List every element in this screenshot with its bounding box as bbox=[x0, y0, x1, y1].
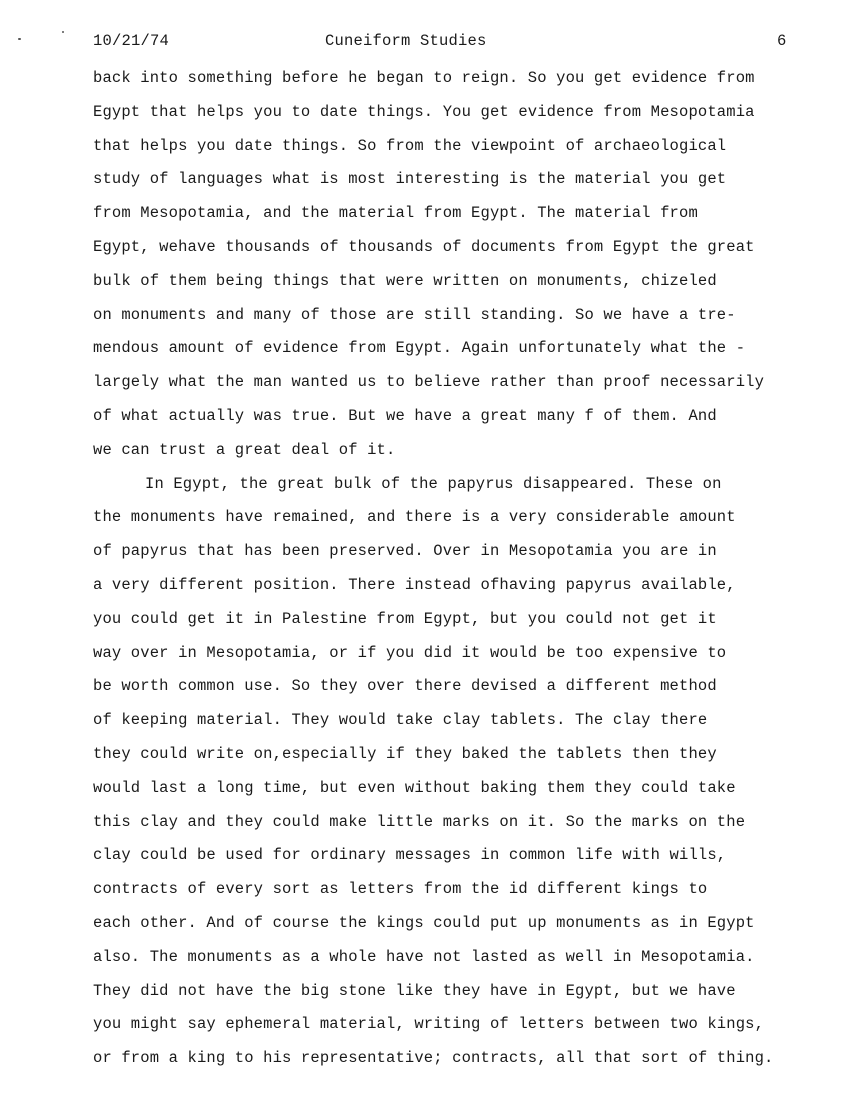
paragraph-start-line: In Egypt, the great bulk of the papyrus disappeared. These on bbox=[145, 474, 722, 493]
text-line: or from a king to his representative; contracts, all that sort of thing. bbox=[93, 1049, 774, 1068]
scan-speck bbox=[62, 31, 64, 33]
text-line: from Mesopotamia, and the material from Egypt. The material from bbox=[93, 204, 698, 223]
text-line: bulk of them being things that were written on monuments, chizeled bbox=[93, 271, 717, 290]
text-line: contracts of every sort as letters from the id different kings to bbox=[93, 880, 708, 899]
body-text bbox=[93, 66, 833, 1080]
scan-speck bbox=[18, 38, 21, 40]
text-line: way over in Mesopotamia, or if you did it would be too expensive to bbox=[93, 643, 727, 662]
text-line: this clay and they could make little marks on it. So the marks on the bbox=[93, 812, 746, 831]
text-line: of papyrus that has been preserved. Over in Mesopotamia you are in bbox=[93, 542, 717, 561]
text-line: would last a long time, but even without baking them they could take bbox=[93, 778, 736, 797]
header-date: 10/21/74 bbox=[93, 32, 170, 50]
text-line: largely what the man wanted us to believe rather than proof necessarily bbox=[93, 373, 765, 392]
text-line: Egypt that helps you to date things. You get evidence from Mesopotamia bbox=[93, 102, 755, 121]
text-line: you might say ephemeral material, writing of letters between two kings, bbox=[93, 1015, 765, 1034]
header-title: Cuneiform Studies bbox=[325, 32, 487, 50]
text-line: a very different position. There instead ofhaving papyrus available, bbox=[93, 575, 736, 594]
text-line: we can trust a great deal of it. bbox=[93, 440, 396, 459]
text-line: you could get it in Palestine from Egypt, but you could not get it bbox=[93, 609, 717, 628]
text-line: on monuments and many of those are still standing. So we have a tre- bbox=[93, 305, 736, 324]
page-header bbox=[93, 32, 793, 56]
text-line: study of languages what is most interesting is the material you get bbox=[93, 170, 727, 189]
text-line: be worth common use. So they over there devised a different method bbox=[93, 677, 717, 696]
text-line: They did not have the big stone like they have in Egypt, but we have bbox=[93, 981, 736, 1000]
text-line: of keeping material. They would take clay tablets. The clay there bbox=[93, 711, 708, 730]
text-line: the monuments have remained, and there is a very considerable amount bbox=[93, 508, 736, 527]
text-line: each other. And of course the kings could put up monuments as in Egypt bbox=[93, 913, 755, 932]
text-line: Egypt, wehave thousands of thousands of documents from Egypt the great bbox=[93, 237, 755, 256]
text-line: of what actually was true. But we have a great many f of them. And bbox=[93, 406, 717, 425]
text-line: mendous amount of evidence from Egypt. Again unfortunately what the - bbox=[93, 339, 746, 358]
text-line: back into something before he began to reign. So you get evidence from bbox=[93, 69, 755, 87]
text-line: that helps you date things. So from the viewpoint of archaeological bbox=[93, 136, 727, 155]
text-line: they could write on,especially if they baked the tablets then they bbox=[93, 744, 717, 763]
page-number: 6 bbox=[777, 32, 787, 50]
text-line: clay could be used for ordinary messages in common life with wills, bbox=[93, 846, 727, 865]
text-line: also. The monuments as a whole have not lasted as well in Mesopotamia. bbox=[93, 947, 755, 966]
